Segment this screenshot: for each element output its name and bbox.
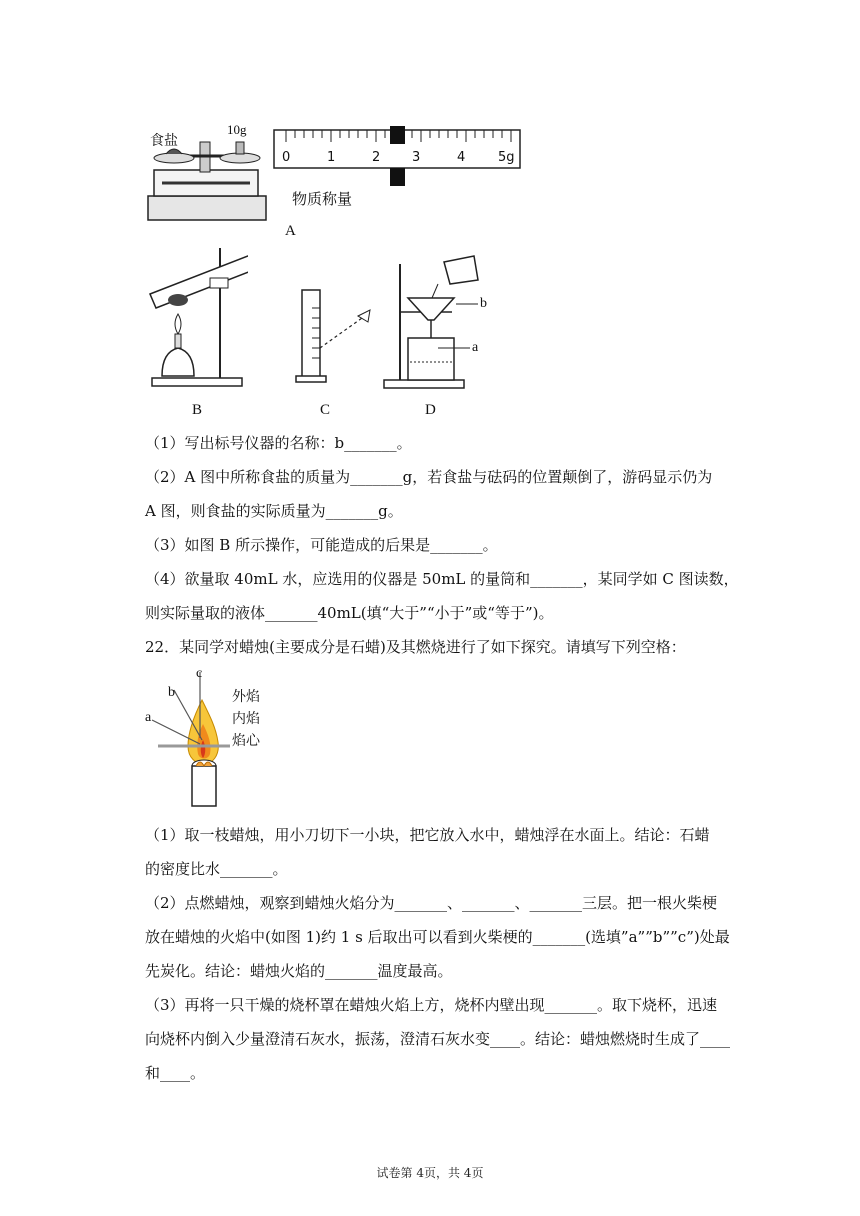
stick-label-a: a [145, 710, 152, 725]
q22-part2-line3: 先炭化。结论：蜡烛火焰的_______温度最高。 [145, 962, 453, 980]
q22-part2-line2: 放在蜡烛的火焰中(如图 1)约 1 s 后取出可以看到火柴梗的_______(选填”a””b””c”)处最 [145, 928, 730, 946]
q21-text [145, 426, 739, 630]
q22-text [145, 818, 731, 1090]
q22-heading-block [145, 630, 720, 664]
q22-part2-line1: （2）点燃蜡烛，观察到蜡烛火焰分为_______、_______、_______三层。把一根火柴梗 [145, 894, 718, 912]
q22-part1-line2: 的密度比水_______。 [145, 860, 288, 878]
flame-label-outer: 外焰 [232, 689, 260, 705]
figure-a-balance [140, 118, 530, 250]
figure-c-letter: C [320, 402, 331, 418]
figure-d-label-a: a [472, 340, 479, 355]
candle-flame-figure [140, 668, 230, 810]
q21-part2-line1: （2）A 图中所称食盐的质量为_______g，若食盐与砝码的位置颠倒了，游码显示仍为 [145, 468, 713, 486]
q22-part3-line2: 向烧杯内倒入少量澄清石灰水，振荡，澄清石灰水变____。结论：蜡烛燃烧时生成了____ [145, 1030, 731, 1048]
figure-a-caption: 物质称量 [292, 190, 353, 208]
salt-label: 食盐 [150, 133, 178, 149]
figure-c-cylinder [292, 288, 378, 386]
q22-heading: 22．某同学对蜡烛(主要成分是石蜡)及其燃烧进行了如下探究。请填写下列空格： [145, 638, 686, 656]
figure-d-label-b: b [480, 296, 487, 311]
q21-part2-line2: A 图，则食盐的实际质量为_______g。 [145, 502, 403, 520]
stick-label-c: c [196, 666, 203, 681]
scale-tick-1: 1 [327, 150, 336, 165]
q21-part4-line1: （4）欲量取 40mL 水，应选用的仪器是 50mL 的量筒和_______，某同学如 C 图读数， [145, 570, 739, 588]
q22-part3-line1: （3）再将一只干燥的烧杯罩在蜡烛火焰上方，烧杯内壁出现_______。取下烧杯，迅速 [145, 996, 718, 1014]
q21-part4-line2: 则实际量取的液体_______40mL(填“大于”“小于”或“等于”)。 [145, 604, 554, 622]
q21-part1: （1）写出标号仪器的名称：b_______。 [145, 434, 412, 452]
figure-d-letter: D [425, 402, 436, 418]
q22-part1-line1: （1）取一枝蜡烛，用小刀切下一小块，把它放入水中，蜡烛浮在水面上。结论：石蜡 [145, 826, 710, 844]
flame-label-core: 焰心 [232, 733, 260, 749]
flame-label-inner: 内焰 [232, 711, 260, 727]
figure-d-filtration [382, 254, 502, 390]
scale-tick-4: 4 [457, 150, 466, 165]
scale-tick-5: 5g [498, 150, 515, 165]
scale-tick-2: 2 [372, 150, 381, 165]
figure-a-letter: A [285, 223, 296, 239]
scale-tick-3: 3 [412, 150, 421, 165]
q22-part3-line3: 和____。 [145, 1064, 206, 1082]
scale-tick-0: 0 [282, 150, 291, 165]
figure-b-heating [148, 248, 248, 390]
stick-label-b: b [168, 685, 175, 700]
weight-label: 10g [227, 122, 247, 137]
q21-part3: （3）如图 B 所示操作，可能造成的后果是_______。 [145, 536, 498, 554]
page-footer: 试卷第 4页，共 4页 [376, 1166, 484, 1180]
figure-b-letter: B [192, 402, 203, 418]
